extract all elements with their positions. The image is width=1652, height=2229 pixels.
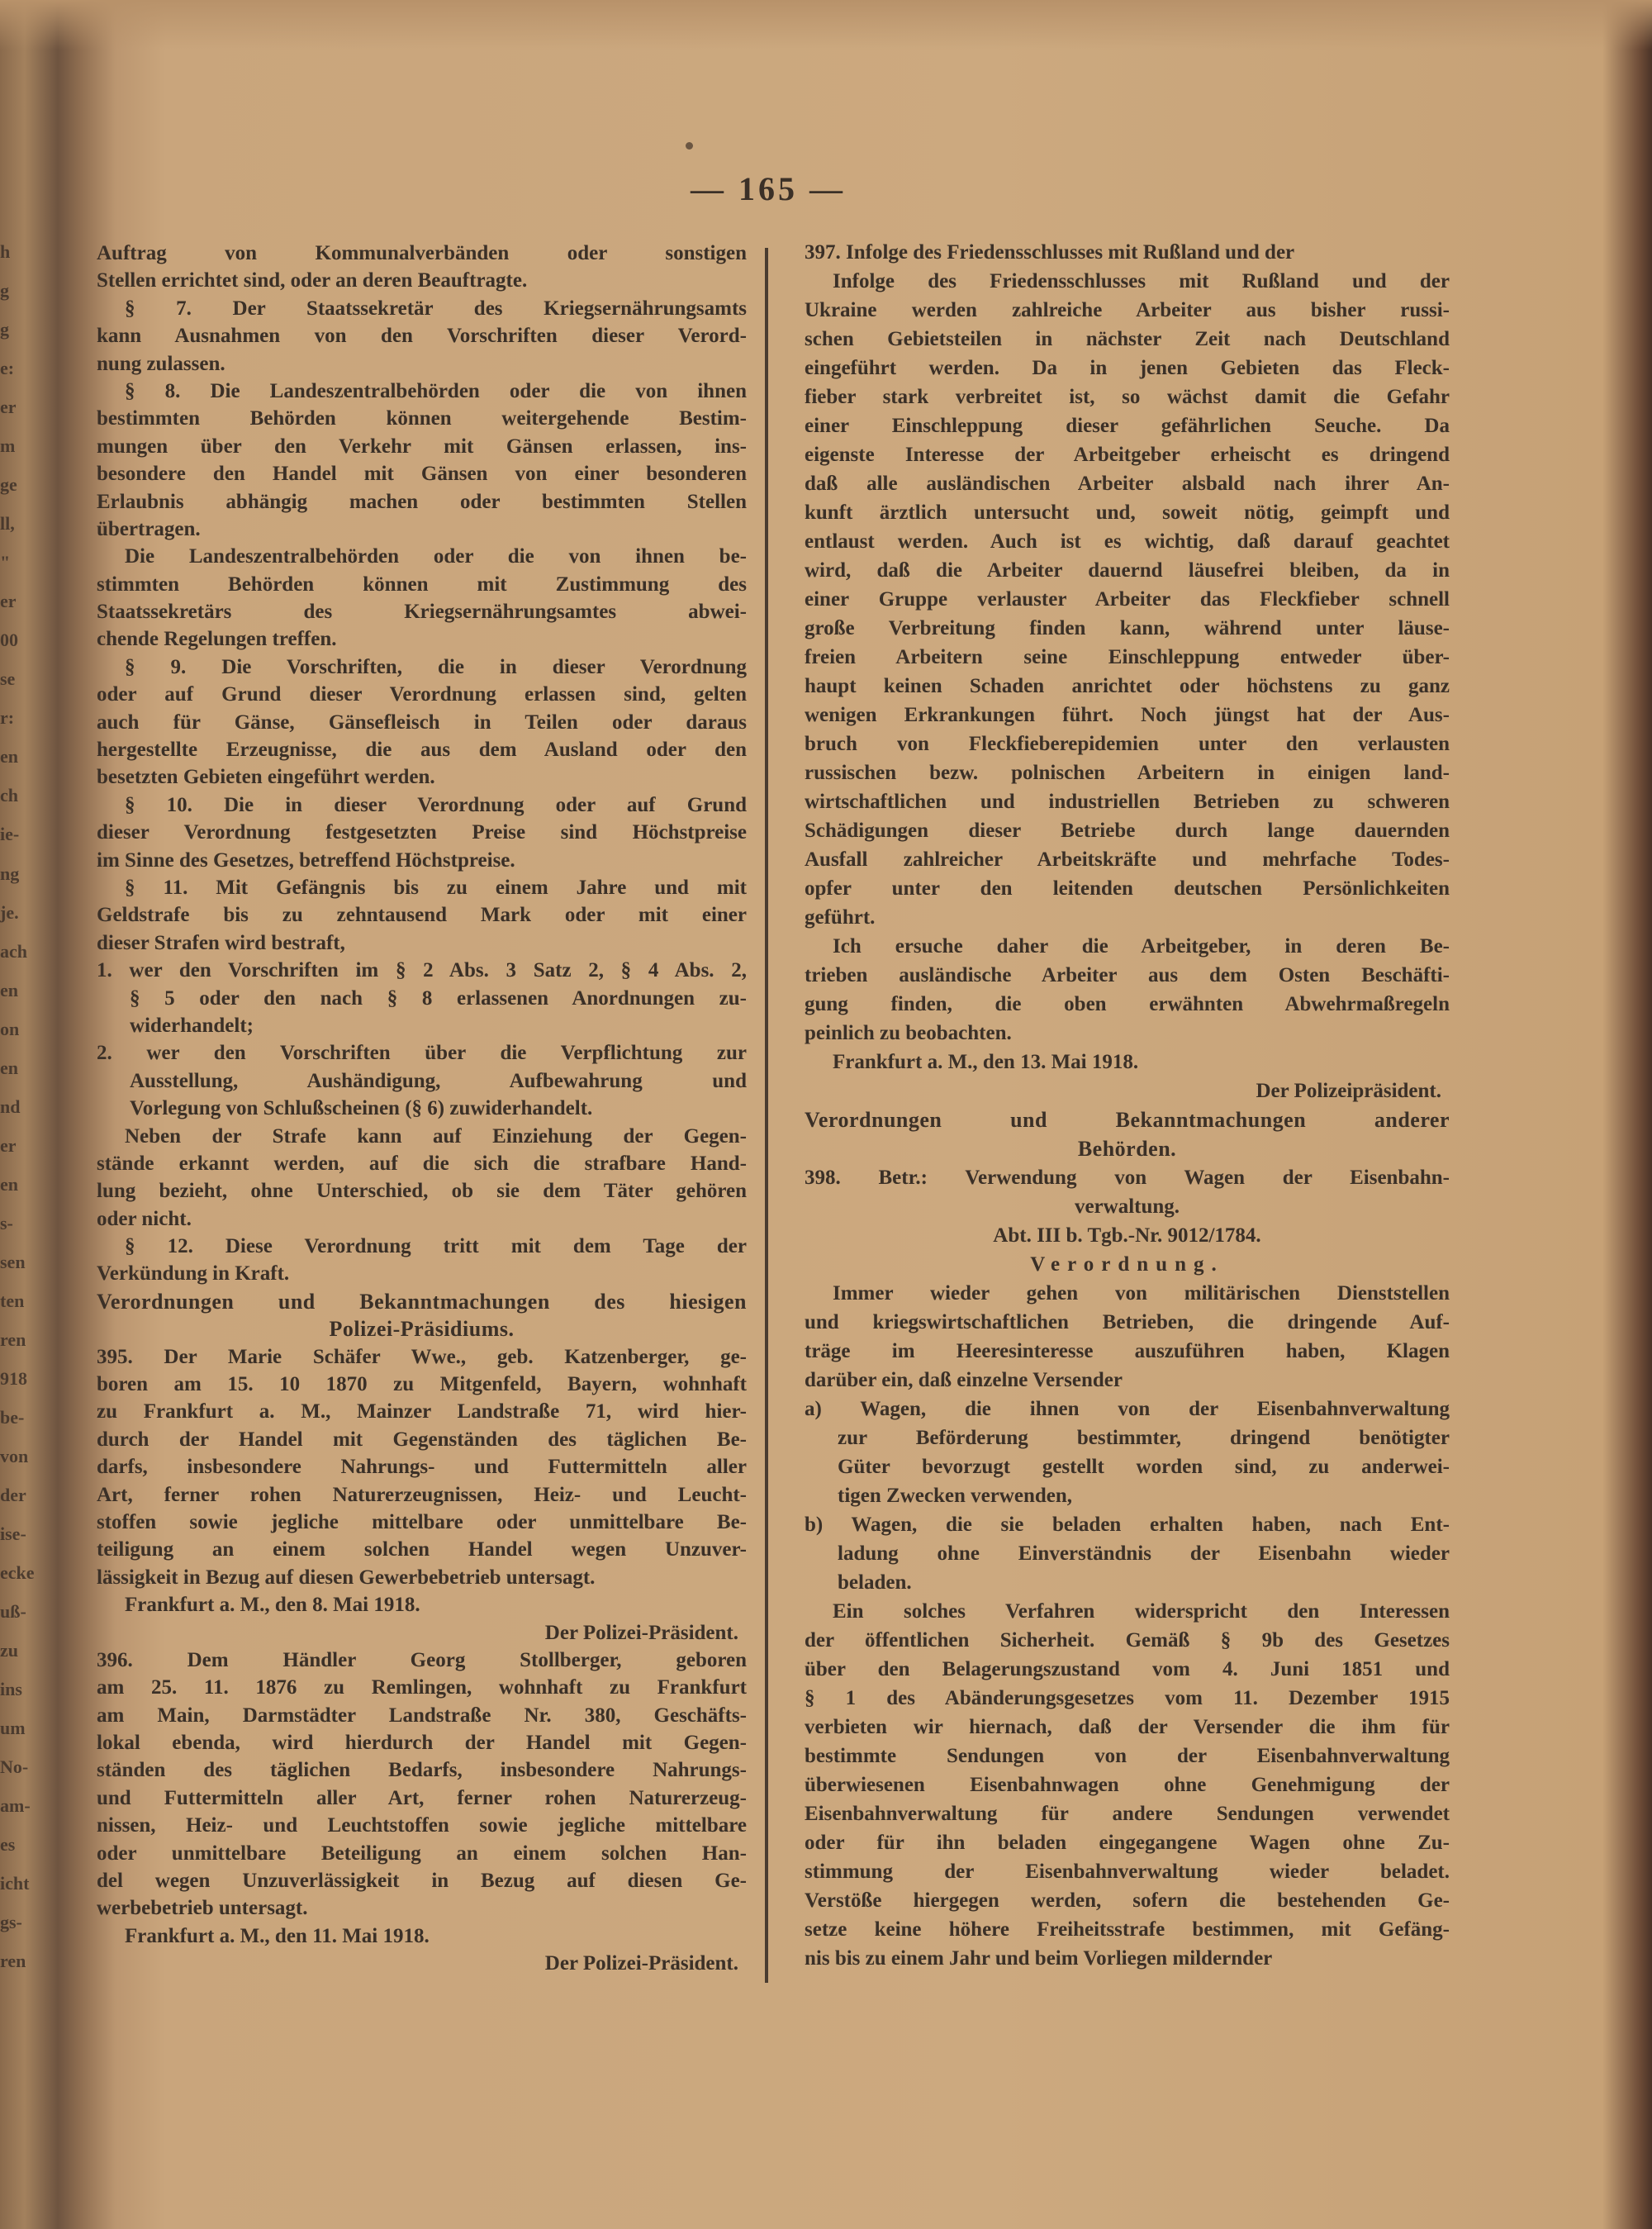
- fragment-text: be-: [0, 1406, 25, 1428]
- text-line: am 25. 11. 1876 zu Remlingen, wohnhaft zu Frankfurt: [97, 1676, 747, 1699]
- text-line: fieber stark verbreitet ist, so wächst damit die Gefahr: [805, 386, 1450, 408]
- text-line: geführt.: [805, 906, 876, 929]
- text-line: am Main, Darmstädter Landstraße Nr. 380, Geschäfts-: [97, 1704, 747, 1727]
- fragment-text: er: [0, 397, 17, 418]
- fragment-text: 918: [0, 1367, 27, 1389]
- previous-page-fragments: [0, 240, 33, 1975]
- fragment-text: ge: [0, 474, 17, 496]
- text-line: 397. Infolge des Friedensschlusses mit Rußland und der: [805, 241, 1295, 264]
- center-block: [805, 1221, 1450, 1250]
- fragment-text: je.: [0, 901, 19, 923]
- signature-block: [805, 1076, 1450, 1105]
- fragment-text: zu: [0, 1640, 18, 1661]
- text-line: Ein solches Verfahren widerspricht den Interessen: [833, 1600, 1450, 1623]
- text-line: Verordnung.: [1030, 1253, 1224, 1276]
- text-line: Verstöße hiergegen werden, sofern die bestehenden Ge-: [805, 1889, 1450, 1912]
- text-line: oder unmittelbare Beteiligung an einem solchen Han-: [97, 1842, 747, 1865]
- text-block: [97, 240, 747, 295]
- text-line: ständen des täglichen Bedarfs, insbesondere Nahrungs-: [97, 1759, 747, 1782]
- text-line: nissen, Heiz- und Leuchtstoffen sowie jegliche mittelbare: [97, 1814, 747, 1837]
- para-block: [97, 543, 747, 653]
- text-line: 395. Der Marie Schäfer Wwe., geb. Katzenberger, ge-: [97, 1345, 747, 1368]
- fragment-text: h: [0, 241, 11, 262]
- fragment-text: ins: [0, 1679, 22, 1700]
- para-block: [805, 1279, 1450, 1395]
- text-line: tigen Zwecken verwenden,: [838, 1485, 1072, 1507]
- text-line: Verkündung in Kraft.: [97, 1262, 290, 1286]
- text-line: bestimmte Sendungen von der Eisenbahnverwaltung: [805, 1745, 1450, 1767]
- text-line: 1. wer den Vorschriften im § 2 Abs. 3 Satz 2, § 4 Abs. 2,: [97, 959, 747, 982]
- text-line: darfs, insbesondere Nahrungs- und Futtermitteln aller: [97, 1456, 747, 1479]
- text-line: Stellen errichtet sind, oder an deren Beauftragte.: [97, 269, 528, 292]
- text-line: schen Gebietsteilen in nächster Zeit nach Deutschland: [805, 328, 1450, 350]
- text-line: über den Belagerungszustand vom 4. Juni 1851 und: [805, 1658, 1450, 1680]
- text-line: gung finden, die oben erwähnten Abwehrmaßregeln: [805, 993, 1450, 1015]
- fragment-text: es: [0, 1834, 16, 1856]
- text-line: mungen über den Verkehr mit Gänsen erlassen, ins-: [97, 435, 747, 458]
- text-line: ladung ohne Einverständnis der Eisenbahn wieder: [838, 1542, 1450, 1565]
- text-line: Vorlegung von Schlußscheinen (§ 6) zuwiderhandelt.: [130, 1097, 593, 1120]
- text-line: stimmung der Eisenbahnverwaltung wieder beladet.: [805, 1861, 1450, 1883]
- fragment-text: g: [0, 319, 9, 340]
- text-line: lässigkeit in Bezug auf diesen Gewerbebetrieb untersagt.: [97, 1566, 596, 1589]
- text-line: lokal ebenda, wird hierdurch der Handel mit Gegen-: [97, 1732, 747, 1755]
- text-line: lung bezieht, ohne Unterschied, ob sie dem Täter gehören: [97, 1180, 747, 1203]
- text-line: Der Polizei-Präsident.: [544, 1952, 738, 1975]
- text-line: beladen.: [838, 1571, 912, 1594]
- text-line: Polizei-Präsidiums.: [329, 1317, 515, 1342]
- text-line: Frankfurt a. M., den 13. Mai 1918.: [833, 1051, 1139, 1073]
- text-line: Behörden.: [1077, 1137, 1177, 1161]
- text-line: peinlich zu beobachten.: [805, 1022, 1012, 1044]
- text-line: übertragen.: [97, 517, 201, 540]
- text-line: stoffen sowie jegliche mittelbare oder unmittelbare Be-: [97, 1510, 747, 1533]
- text-line: Ich ersuche daher die Arbeitgeber, in deren Be-: [833, 935, 1450, 958]
- item-block: [805, 1510, 1450, 1597]
- fragment-text: er: [0, 591, 17, 612]
- spaced-block: [805, 1250, 1450, 1279]
- text-line: Die Landeszentralbehörden oder die von ihnen be-: [125, 545, 747, 568]
- fragment-text: ise-: [0, 1523, 26, 1545]
- para-block: [97, 1233, 747, 1288]
- text-line: und kriegswirtschaftlichen Betrieben, die dringende Auf-: [805, 1311, 1450, 1333]
- title-block: [805, 1163, 1450, 1221]
- text-line: Ausfall zahlreicher Arbeitskräfte und mehrfache Todes-: [805, 848, 1450, 871]
- text-line: § 11. Mit Gefängnis bis zu einem Jahre und mit: [125, 876, 747, 899]
- fragment-text: nd: [0, 1095, 21, 1117]
- text-line: § 12. Diese Verordnung tritt mit dem Tage der: [125, 1235, 747, 1258]
- fragment-text: icht: [0, 1873, 30, 1894]
- text-line: Verordnungen und Bekanntmachungen des hiesigen: [97, 1289, 747, 1314]
- text-block: [805, 238, 1450, 267]
- text-line: Auftrag von Kommunalverbänden oder sonstigen: [97, 242, 747, 264]
- text-line: Eisenbahnverwaltung für andere Sendungen verwendet: [805, 1803, 1450, 1825]
- text-line: oder für ihn beladen eingegangene Wagen ohne Zu-: [805, 1832, 1450, 1854]
- text-line: a) Wagen, die ihnen von der Eisenbahnverwaltung: [805, 1398, 1450, 1420]
- item-block: [97, 957, 747, 1039]
- fragment-text: 00: [0, 630, 18, 651]
- left-column: [97, 240, 747, 1978]
- fragment-text: am-: [0, 1795, 31, 1817]
- fragment-text: en: [0, 1057, 18, 1078]
- signature-block: [97, 1619, 747, 1647]
- heading-block: [805, 1105, 1450, 1163]
- para-block: [97, 295, 747, 378]
- text-line: durch der Handel mit Gegenständen des täglichen Be-: [97, 1428, 747, 1451]
- text-line: oder nicht.: [97, 1207, 192, 1230]
- fragment-text: en: [0, 746, 18, 768]
- heading-block: [97, 1288, 747, 1343]
- text-line: darüber ein, daß einzelne Versender: [805, 1369, 1123, 1391]
- text-line: besondere den Handel mit Gänsen von einer besonderen: [97, 463, 747, 486]
- text-line: verwaltung.: [1074, 1195, 1180, 1218]
- text-line: zur Beförderung bestimmter, dringend benötigter: [838, 1427, 1450, 1449]
- column-divider: [765, 248, 768, 1983]
- right-column: [805, 238, 1450, 1973]
- para-block: [97, 378, 747, 543]
- text-line: große Verbreitung finden kann, während unter läuse-: [805, 617, 1450, 639]
- text-line: § 10. Die in dieser Verordnung oder auf Grund: [125, 793, 747, 816]
- ink-dot: [686, 142, 693, 150]
- signature-block: [97, 1950, 747, 1977]
- text-block: [97, 1343, 747, 1592]
- fragment-text: ch: [0, 785, 18, 806]
- text-line: Immer wieder gehen von militärischen Dienststellen: [833, 1282, 1450, 1305]
- text-line: Erlaubnis abhängig machen oder bestimmten Stellen: [97, 490, 747, 513]
- text-line: Ukraine werden zahlreiche Arbeiter aus bisher russi-: [805, 299, 1450, 321]
- text-line: der öffentlichen Sicherheit. Gemäß § 9b des Gesetzes: [805, 1629, 1450, 1652]
- fragment-text: ecke: [0, 1562, 35, 1584]
- para-block: [805, 1597, 1450, 1973]
- text-line: Frankfurt a. M., den 8. Mai 1918.: [125, 1594, 420, 1617]
- text-line: Art, ferner rohen Naturerzeugnissen, Heiz- und Leucht-: [97, 1483, 747, 1506]
- text-line: im Sinne des Gesetzes, betreffend Höchstpreise.: [97, 848, 515, 872]
- text-line: nung zulassen.: [97, 352, 225, 375]
- text-line: § 9. Die Vorschriften, die in dieser Verordnung: [125, 655, 747, 678]
- text-line: daß alle ausländischen Arbeiter alsbald nach ihrer An-: [805, 473, 1450, 495]
- fragment-text: sen: [0, 1251, 26, 1272]
- text-line: wenigen Erkrankungen führt. Noch jüngst hat der Aus-: [805, 704, 1450, 726]
- text-line: 398. Betr.: Verwendung von Wagen der Eisenbahn-: [805, 1167, 1450, 1189]
- text-line: opfer unter den leitenden deutschen Persönlichkeiten: [805, 877, 1450, 900]
- fragment-text: uß-: [0, 1601, 26, 1623]
- text-line: Der Polizeipräsident.: [1256, 1080, 1441, 1102]
- text-line: § 8. Die Landeszentralbehörden oder die von ihnen: [125, 379, 747, 402]
- fragment-text: g: [0, 280, 9, 302]
- fragment-text: ren: [0, 1328, 26, 1350]
- fragment-text: ie-: [0, 824, 20, 845]
- text-line: § 1 des Abänderungsgesetzes vom 11. Dezember 1915: [805, 1687, 1450, 1709]
- fragment-text: der: [0, 1485, 26, 1505]
- text-line: kann Ausnahmen von den Vorschriften dieser Verord-: [97, 325, 747, 348]
- text-line: kunft ärztlich untersucht und, soweit nötig, geimpft und: [805, 501, 1450, 524]
- text-line: wirtschaftlichen und industriellen Betrieben zu schweren: [805, 791, 1450, 813]
- text-line: boren am 15. 10 1870 zu Mitgenfeld, Bayern, wohnhaft: [97, 1373, 747, 1396]
- text-line: setze keine höhere Freiheitsstrafe bestimmen, mit Gefäng-: [805, 1918, 1450, 1941]
- text-line: russischen bezw. polnischen Arbeitern in einigen land-: [805, 762, 1450, 784]
- text-line: zu Frankfurt a. M., Mainzer Landstraße 71, wird hier-: [97, 1400, 747, 1423]
- text-line: eigenste Interesse der Arbeitgeber erheischt es dringend: [805, 444, 1450, 466]
- text-block: [97, 1647, 747, 1922]
- text-line: freien Arbeitern seine Einschleppung entweder über-: [805, 646, 1450, 668]
- text-line: stimmten Behörden können mit Zustimmung des: [97, 573, 747, 596]
- text-line: 2. wer den Vorschriften über die Verpflichtung zur: [97, 1042, 747, 1065]
- fragment-text: ach: [0, 940, 27, 962]
- text-line: 396. Dem Händler Georg Stollberger, geboren: [97, 1648, 747, 1671]
- para-block: [97, 653, 747, 791]
- fragment-text: s-: [0, 1212, 13, 1233]
- text-line: trieben ausländische Arbeiter aus dem Osten Beschäfti-: [805, 964, 1450, 986]
- text-line: widerhandelt;: [130, 1014, 254, 1037]
- text-line: bestimmten Behörden können weitergehende Bestim-: [97, 407, 747, 430]
- text-line: § 5 oder den nach § 8 erlassenen Anordnungen zu-: [130, 986, 747, 1010]
- text-line: träge im Heeresinteresse auszuführen haben, Klagen: [805, 1340, 1450, 1362]
- text-line: Schädigungen dieser Betriebe durch lange dauernden: [805, 820, 1450, 842]
- fragment-text: se: [0, 668, 16, 690]
- page-number: — 165 —: [691, 170, 846, 207]
- text-line: Abt. III b. Tgb.-Nr. 9012/1784.: [993, 1224, 1261, 1247]
- fragment-text: r:: [0, 707, 15, 729]
- text-line: Geldstrafe bis zu zehntausend Mark oder mit einer: [97, 904, 747, 927]
- fragment-text: er: [0, 1134, 17, 1156]
- text-line: haupt keinen Schaden anrichtet oder höchstens zu ganz: [805, 675, 1450, 697]
- fragment-text: e:: [0, 358, 15, 379]
- text-line: auch für Gänse, Gänsefleisch in Teilen oder daraus: [97, 711, 747, 734]
- text-line: Neben der Strafe kann auf Einziehung der Gegen-: [125, 1124, 747, 1148]
- fragment-text: on: [0, 1018, 20, 1039]
- fragment-text: von: [0, 1445, 29, 1466]
- text-line: nis bis zu einem Jahr und beim Vorliegen mildernder: [805, 1947, 1273, 1970]
- fragment-text: ng: [0, 863, 20, 884]
- text-line: Ausstellung, Aushändigung, Aufbewahrung und: [130, 1069, 747, 1092]
- text-line: einer Gruppe verlauster Arbeiter das Fleckfieber schnell: [805, 588, 1450, 611]
- text-line: werbebetrieb untersagt.: [97, 1897, 308, 1920]
- text-line: Verordnungen und Bekanntmachungen anderer: [805, 1108, 1450, 1132]
- fragment-text: ten: [0, 1290, 25, 1311]
- text-line: besetzten Gebieten eingeführt werden.: [97, 766, 435, 789]
- fragment-text: No-: [0, 1756, 29, 1778]
- text-line: Infolge des Friedensschlusses mit Rußland und der: [833, 270, 1450, 292]
- fragment-text: en: [0, 979, 18, 1000]
- text-line: bruch von Fleckfieberepidemien unter den verlausten: [805, 733, 1450, 755]
- text-line: Staatssekretärs des Kriegsernährungsamtes abwei-: [97, 601, 747, 624]
- para-block: [97, 1123, 747, 1233]
- para-block: [805, 932, 1450, 1048]
- fragment-text: ren: [0, 1951, 26, 1972]
- fragment-text: ": [0, 552, 11, 573]
- text-line: Der Polizei-Präsident.: [544, 1621, 738, 1644]
- text-line: entlaust werden. Auch ist es wichtig, daß darauf geachtet: [805, 530, 1450, 553]
- fragment-text: ll,: [0, 513, 15, 535]
- fragment-text: m: [0, 435, 16, 457]
- text-line: oder auf Grund dieser Verordnung erlassen sind, gelten: [97, 683, 747, 706]
- text-line: chende Regelungen treffen.: [97, 628, 337, 651]
- text-line: verbieten wir hiernach, daß der Versender die ihm für: [805, 1716, 1450, 1738]
- text-line: dieser Verordnung festgesetzten Preise sind Höchstpreise: [97, 821, 747, 844]
- text-line: del wegen Unzuverlässigkeit in Bezug auf diesen Ge-: [97, 1870, 747, 1893]
- text-line: überwiesenen Eisenbahnwagen ohne Genehmigung der: [805, 1774, 1450, 1796]
- fragment-text: um: [0, 1718, 26, 1739]
- page-shadow: [0, 0, 1652, 50]
- fragment-text: gs-: [0, 1912, 22, 1933]
- text-line: § 7. Der Staatssekretär des Kriegsernährungsamts: [125, 297, 747, 320]
- text-line: dieser Strafen wird bestraft,: [97, 931, 345, 954]
- dateline-block: [805, 1048, 1450, 1076]
- text-line: einer Einschleppung dieser gefährlichen Seuche. Da: [805, 415, 1450, 437]
- text-line: wird, daß die Arbeiter dauernd läusefrei bleiben, da in: [805, 559, 1450, 582]
- para-block: [97, 791, 747, 874]
- text-line: stände erkannt werden, auf die sich die strafbare Hand-: [97, 1152, 747, 1175]
- text-line: eingeführt werden. Da in jenen Gebieten das Fleck-: [805, 357, 1450, 379]
- item-block: [805, 1395, 1450, 1510]
- text-line: b) Wagen, die sie beladen erhalten haben, nach Ent-: [805, 1514, 1450, 1536]
- text-line: teiligung an einem solchen Handel wegen Unzuver-: [97, 1538, 747, 1561]
- text-line: Güter bevorzugt gestellt worden sind, zu anderwei-: [838, 1456, 1450, 1478]
- dateline-block: [97, 1922, 747, 1950]
- item-block: [97, 1039, 747, 1122]
- text-line: Frankfurt a. M., den 11. Mai 1918.: [125, 1924, 430, 1947]
- para-block: [97, 874, 747, 957]
- para-block: [805, 267, 1450, 932]
- text-line: und Futtermitteln aller Art, ferner rohen Naturerzeug-: [97, 1786, 747, 1809]
- text-line: hergestellte Erzeugnisse, die aus dem Ausland oder den: [97, 739, 747, 762]
- fragment-text: en: [0, 1173, 18, 1195]
- dateline-block: [97, 1591, 747, 1618]
